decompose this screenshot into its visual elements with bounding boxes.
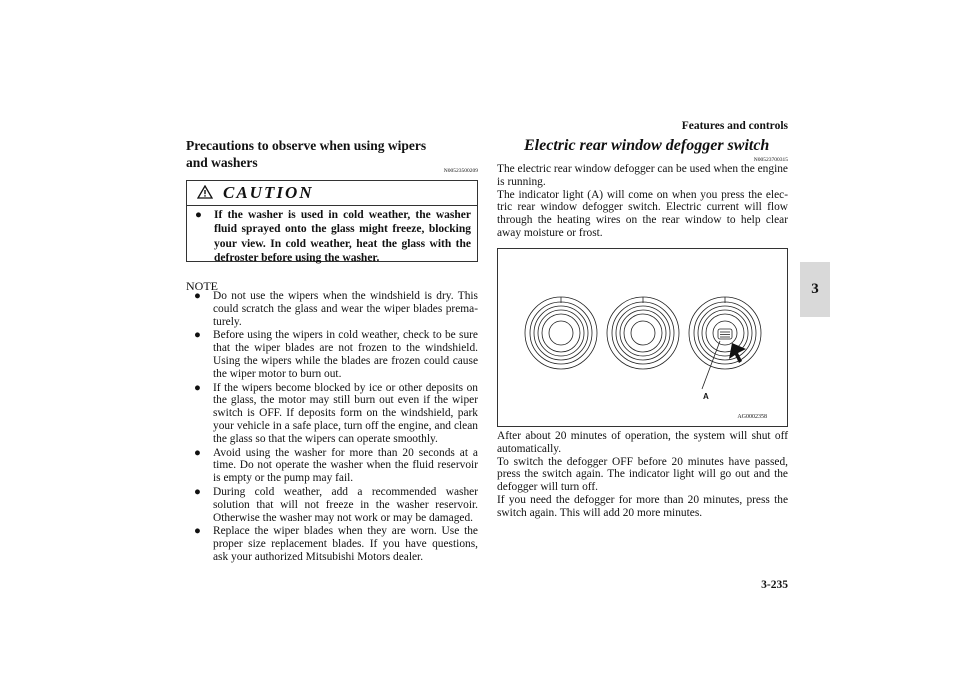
warning-triangle-icon — [197, 185, 213, 199]
defogger-switch-figure — [497, 248, 788, 427]
paragraph: To switch the defogger OFF before 20 minutes have passed, press the switch again. The indicator light will go out and the defogger will turn off. — [497, 455, 788, 494]
paragraph: After about 20 minutes of operation, the system will shut off automatically. — [497, 430, 788, 455]
section-title-wipers: Precautions to observe when using wipers and washers — [186, 138, 427, 170]
bullet-icon: ● — [194, 485, 201, 498]
caution-item — [195, 208, 471, 266]
section-code: N00523700315 — [753, 157, 788, 163]
switch-panel-illustration — [498, 249, 787, 426]
figure-code: AG0002358 — [737, 414, 767, 420]
bullet-icon: ● — [195, 209, 202, 221]
note-item — [194, 486, 478, 524]
caution-label: CAUTION — [223, 183, 314, 202]
climate-knob-icon — [525, 297, 597, 369]
bullet-icon: ● — [194, 525, 201, 538]
note-text: Before using the wipers in cold weather, check to be sure that the wiper blades are not frozen to the windshield. Using the wipers while the blades are frozen could cause the wiper motor to burn out. — [213, 329, 478, 380]
note-item — [194, 329, 478, 380]
note-label: NOTE — [186, 279, 218, 293]
note-item — [194, 382, 478, 446]
chapter-tab: 3 — [800, 262, 830, 317]
defogger-details — [497, 430, 788, 520]
note-text: If the wipers become blocked by ice or other deposits on the glass, the motor may still burn out even if the wiper switch is OFF. If deposits form on the windshield, park your vehicle in a safe place, turn off the engine, and clean the glass so that the wipers can operate smoothly. — [213, 381, 478, 445]
note-text: Do not use the wipers when the windshield is dry. This could scratch the glass and wear the wiper blades prema-turely. — [213, 290, 478, 328]
callout-line — [702, 341, 720, 389]
note-text: Replace the wiper blades when they are worn. Use the proper size replacement blades. If you have questions, ask your authorized Mitsubishi Motors dealer. — [213, 525, 478, 563]
caution-text: If the washer is used in cold weather, the washer fluid sprayed onto the glass might freeze, blocking your view. In cold weather, heat the glass with the defroster before using the washer. — [214, 209, 471, 265]
note-list — [194, 290, 478, 565]
chapter-header: Features and controls — [681, 120, 788, 132]
note-item — [194, 525, 478, 563]
note-item — [194, 447, 478, 485]
figure-label-a: A — [703, 392, 709, 401]
section-title-defogger: Electric rear window defogger switch — [524, 137, 770, 154]
paragraph: The electric rear window defogger can be used when the engine is running. — [497, 163, 788, 188]
section-code: N00523500209 — [443, 168, 478, 174]
paragraph: If you need the defogger for more than 20 minutes, press the switch again. This will add 20 more minutes. — [497, 493, 788, 519]
note-text: During cold weather, add a recommended washer solution that will not freeze in the washer reservoir. Otherwise the washer may not work or may be damaged. — [213, 485, 478, 524]
bullet-icon: ● — [194, 446, 201, 459]
defogger-intro — [497, 163, 788, 240]
caution-box — [186, 180, 478, 265]
climate-knob-icon — [607, 297, 679, 369]
page-number: 3-235 — [761, 579, 788, 591]
note-item — [194, 290, 478, 328]
defogger-knob-icon — [689, 297, 761, 369]
bullet-icon: ● — [194, 290, 201, 302]
bullet-icon: ● — [194, 381, 201, 394]
bullet-icon: ● — [194, 329, 201, 342]
caution-header — [187, 181, 477, 206]
note-text: Avoid using the washer for more than 20 seconds at a time. Do not operate the washer when the fluid reservoir is empty or the pump may fail. — [213, 446, 478, 485]
paragraph: The indicator light (A) will come on when you press the elec-tric rear window defogger switch. Electric current will flow through the heating wires on the rear window to help clear away moisture or frost. — [497, 188, 788, 239]
